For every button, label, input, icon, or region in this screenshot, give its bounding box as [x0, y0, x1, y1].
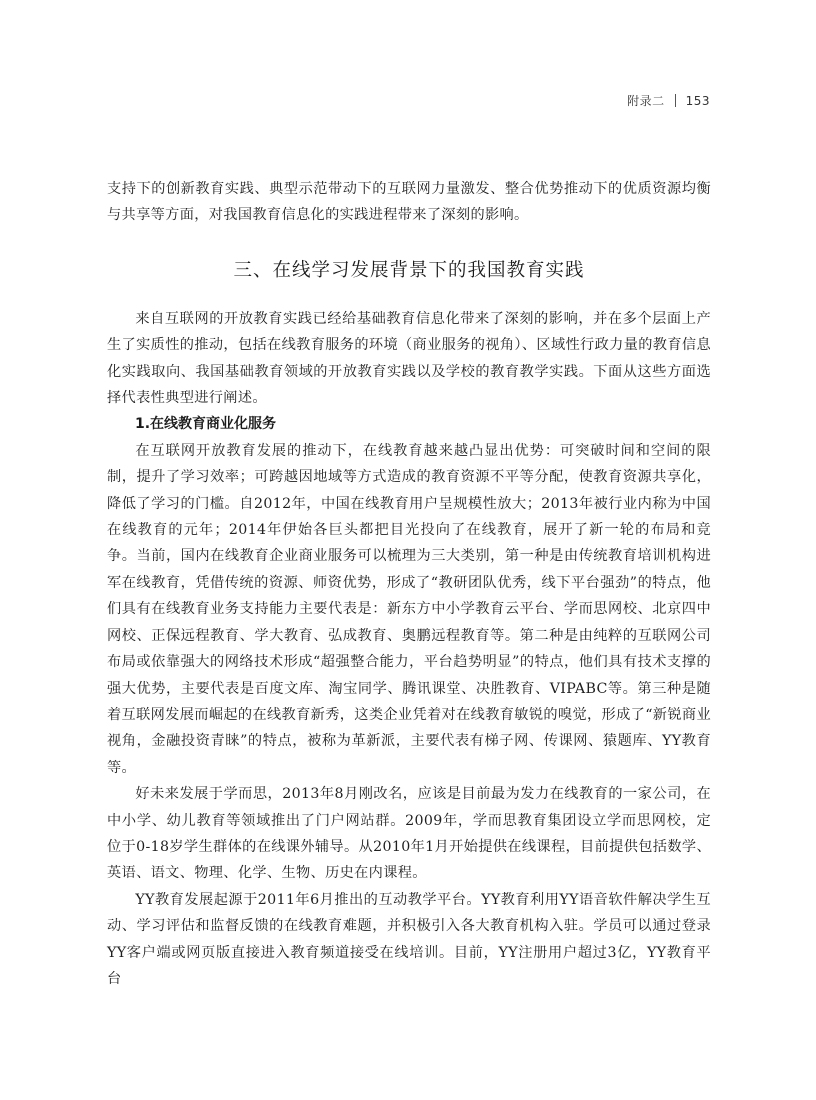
running-header: [627, 92, 710, 109]
paragraph-online-education: 在互联网开放教育发展的推动下，在线教育越来越凸显出优势：可突破时间和空间的限制，提升了学习效率；可跨越因地域等方式造成的教育资源不平等分配，使教育资源共享化，降低了学习的门槛。自2012年，中国在线教育用户呈规模性放大；2013年被行业内称为中国在线教育的元年；2014年伊始各巨头都把目光投向了在线教育，展开了新一轮的布局和竞争。当前，国内在线教育企业商业服务可以梳理为三大类别，第一种是由传统教育培训机构进军在线教育，凭借传统的资源、师资优势，形成了“教研团队优秀，线下平台强劲”的特点，他们具有在线教育业务支持能力主要代表是：新东方中小学教育云平台、学而思网校、北京四中网校、正保远程教育、学大教育、弘成教育、奥鹏远程教育等。第二种是由纯粹的互联网公司布局或依靠强大的网络技术形成“超强整合能力，平台趋势明显”的特点，他们具有技术支撑的强大优势，主要代表是百度文库、淘宝同学、腾讯课堂、决胜教育、VIPABC等。第三种是随着互联网发展而崛起的在线教育新秀，这类企业凭着对在线教育敏锐的嗅觉，形成了“新锐商业视角，金融投资青睐”的特点，被称为革新派，主要代表有梯子网、传课网、猿题库、YY教育等。: [107, 442, 711, 776]
subsection-title: 1.在线教育商业化服务: [135, 416, 277, 433]
header-divider: [675, 94, 676, 107]
paragraph-haoweilai: 好未来发展于学而思，2013年8月刚改名，应该是目前最为发力在线教育的一家公司，在中小学、幼儿教育等领域推出了门户网站群。2009年，学而思教育集团设立学而思网校，定位于0-18岁学生群体的在线课外辅导。从2010年1月开始提供在线课程，目前提供包括数学、英语、语文、物理、化学、生物、历史在内课程。: [107, 786, 711, 882]
header-section-label: 附录二: [627, 94, 665, 108]
section-title: 三、在线学习发展背景下的我国教育实践: [233, 259, 585, 281]
section-intro-paragraph: 来自互联网的开放教育实践已经给基础教育信息化带来了深刻的影响，并在多个层面上产生了实质性的推动，包括在线教育服务的环境（商业服务的视角）、区域性行政力量的教育信息化实践取向、我国基础教育领域的开放教育实践以及学校的教育教学实践。下面从这些方面选择代表性典型进行阐述。: [107, 310, 711, 407]
page-body: [107, 176, 711, 992]
page-number: 153: [685, 93, 710, 108]
paragraph-yy-education: YY教育发展起源于2011年6月推出的互动教学平台。YY教育利用YY语音软件解决学生互动、学习评估和监督反馈的在线教育难题，并积极引入各大教育机构入驻。学员可以通过登录YY客户端或网页版直接进入教育频道接受在线培训。目前，YY注册用户超过3亿，YY教育平台: [107, 891, 711, 987]
intro-paragraph: 支持下的创新教育实践、典型示范带动下的互联网力量激发、整合优势推动下的优质资源均衡与共享等方面，对我国教育信息化的实践进程带来了深刻的影响。: [107, 181, 711, 224]
